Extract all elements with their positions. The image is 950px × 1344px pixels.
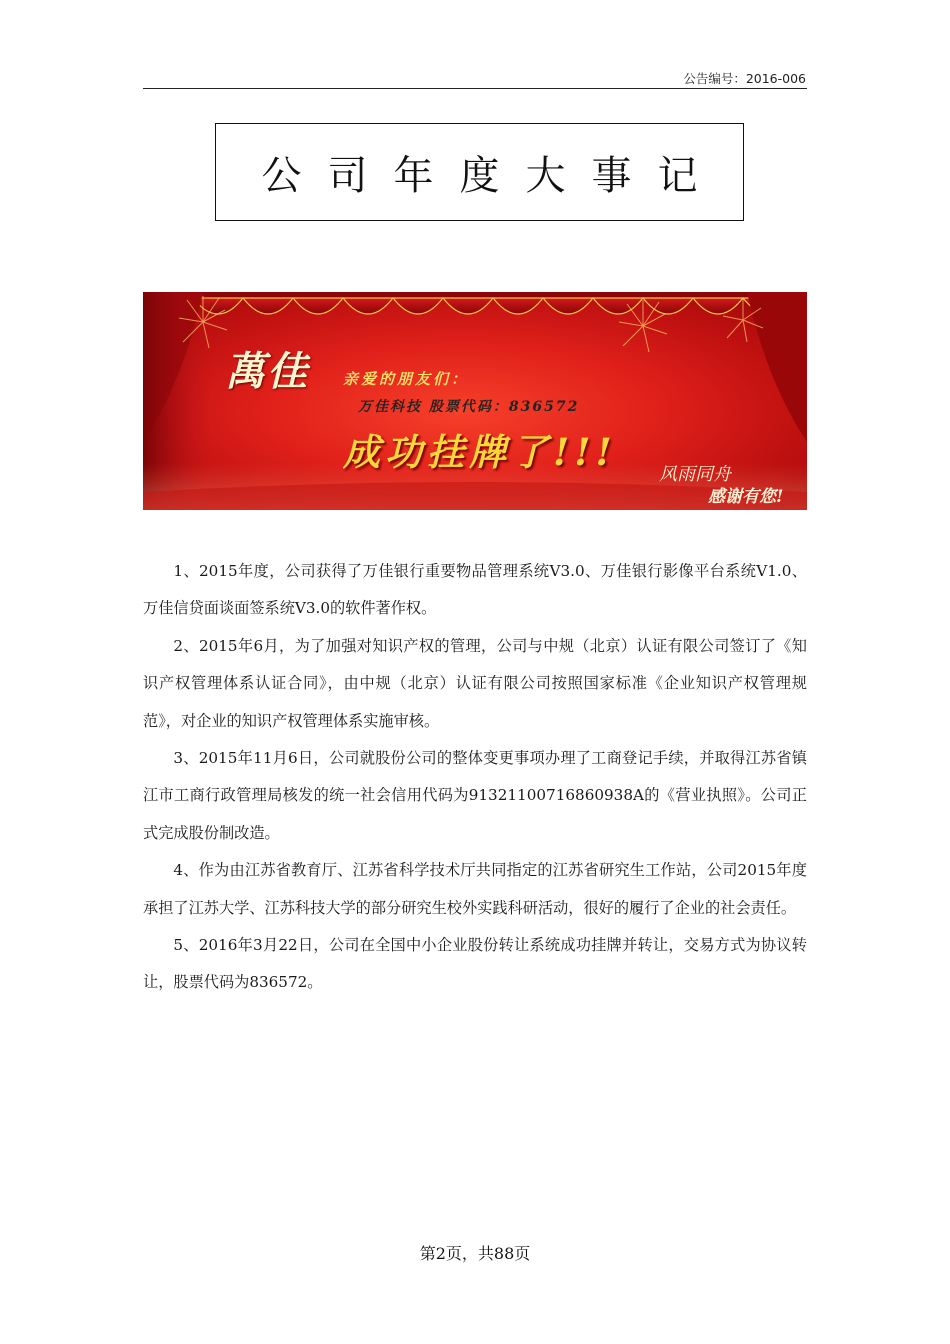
- celebration-banner: [143, 292, 807, 510]
- event-paragraph: 4、作为由江苏省教育厅、江苏省科学技术厅共同指定的江苏省研究生工作站，公司2015年度承担了江苏大学、江苏科技大学的部分研究生校外实践科研活动，很好的履行了企业的社会责任。: [143, 861, 807, 917]
- banner-logo: 萬佳: [225, 348, 309, 395]
- banner-slogan-2: 感谢有您!: [708, 487, 784, 507]
- banner-greeting: 亲爱的朋友们：: [343, 370, 470, 388]
- banner-slogan-1: 风雨同舟: [659, 464, 731, 485]
- event-paragraph: 5、2016年3月22日，公司在全国中小企业股份转让系统成功挂牌并转让，交易方式为协议转让，股票代码为836572。: [143, 936, 807, 992]
- event-paragraph: 1、2015年度，公司获得了万佳银行重要物品管理系统V3.0、万佳银行影像平台系统V1.0、万佳信贷面谈面签系统V3.0的软件著作权。: [143, 562, 807, 618]
- events-list: [143, 553, 807, 1002]
- page-title: 公司年度大事记: [261, 152, 724, 199]
- event-paragraph: 2、2015年6月，为了加强对知识产权的管理，公司与中规（北京）认证有限公司签订了《知识产权管理体系认证合同》，由中规（北京）认证有限公司按照国家标准《企业知识产权管理规范》，对企业的知识产权管理体系实施审核。: [143, 636, 807, 730]
- announcement-code: 公告编号：2016-006: [683, 71, 806, 86]
- event-paragraph: 3、2015年11月6日，公司就股份公司的整体变更事项办理了工商登记手续，并取得江苏省镇江市工商行政管理局核发的统一社会信用代码为91321100716860938A的《营业执照》。公司正式完成股份制改造。: [143, 749, 807, 842]
- banner-stock-line: 万佳科技 股票代码：836572: [358, 399, 580, 415]
- header-divider: [143, 88, 807, 89]
- banner-headline: 成功挂牌了!!!: [343, 430, 617, 474]
- title-box: [215, 123, 744, 221]
- page-number: 第2页，共88页: [419, 1244, 531, 1263]
